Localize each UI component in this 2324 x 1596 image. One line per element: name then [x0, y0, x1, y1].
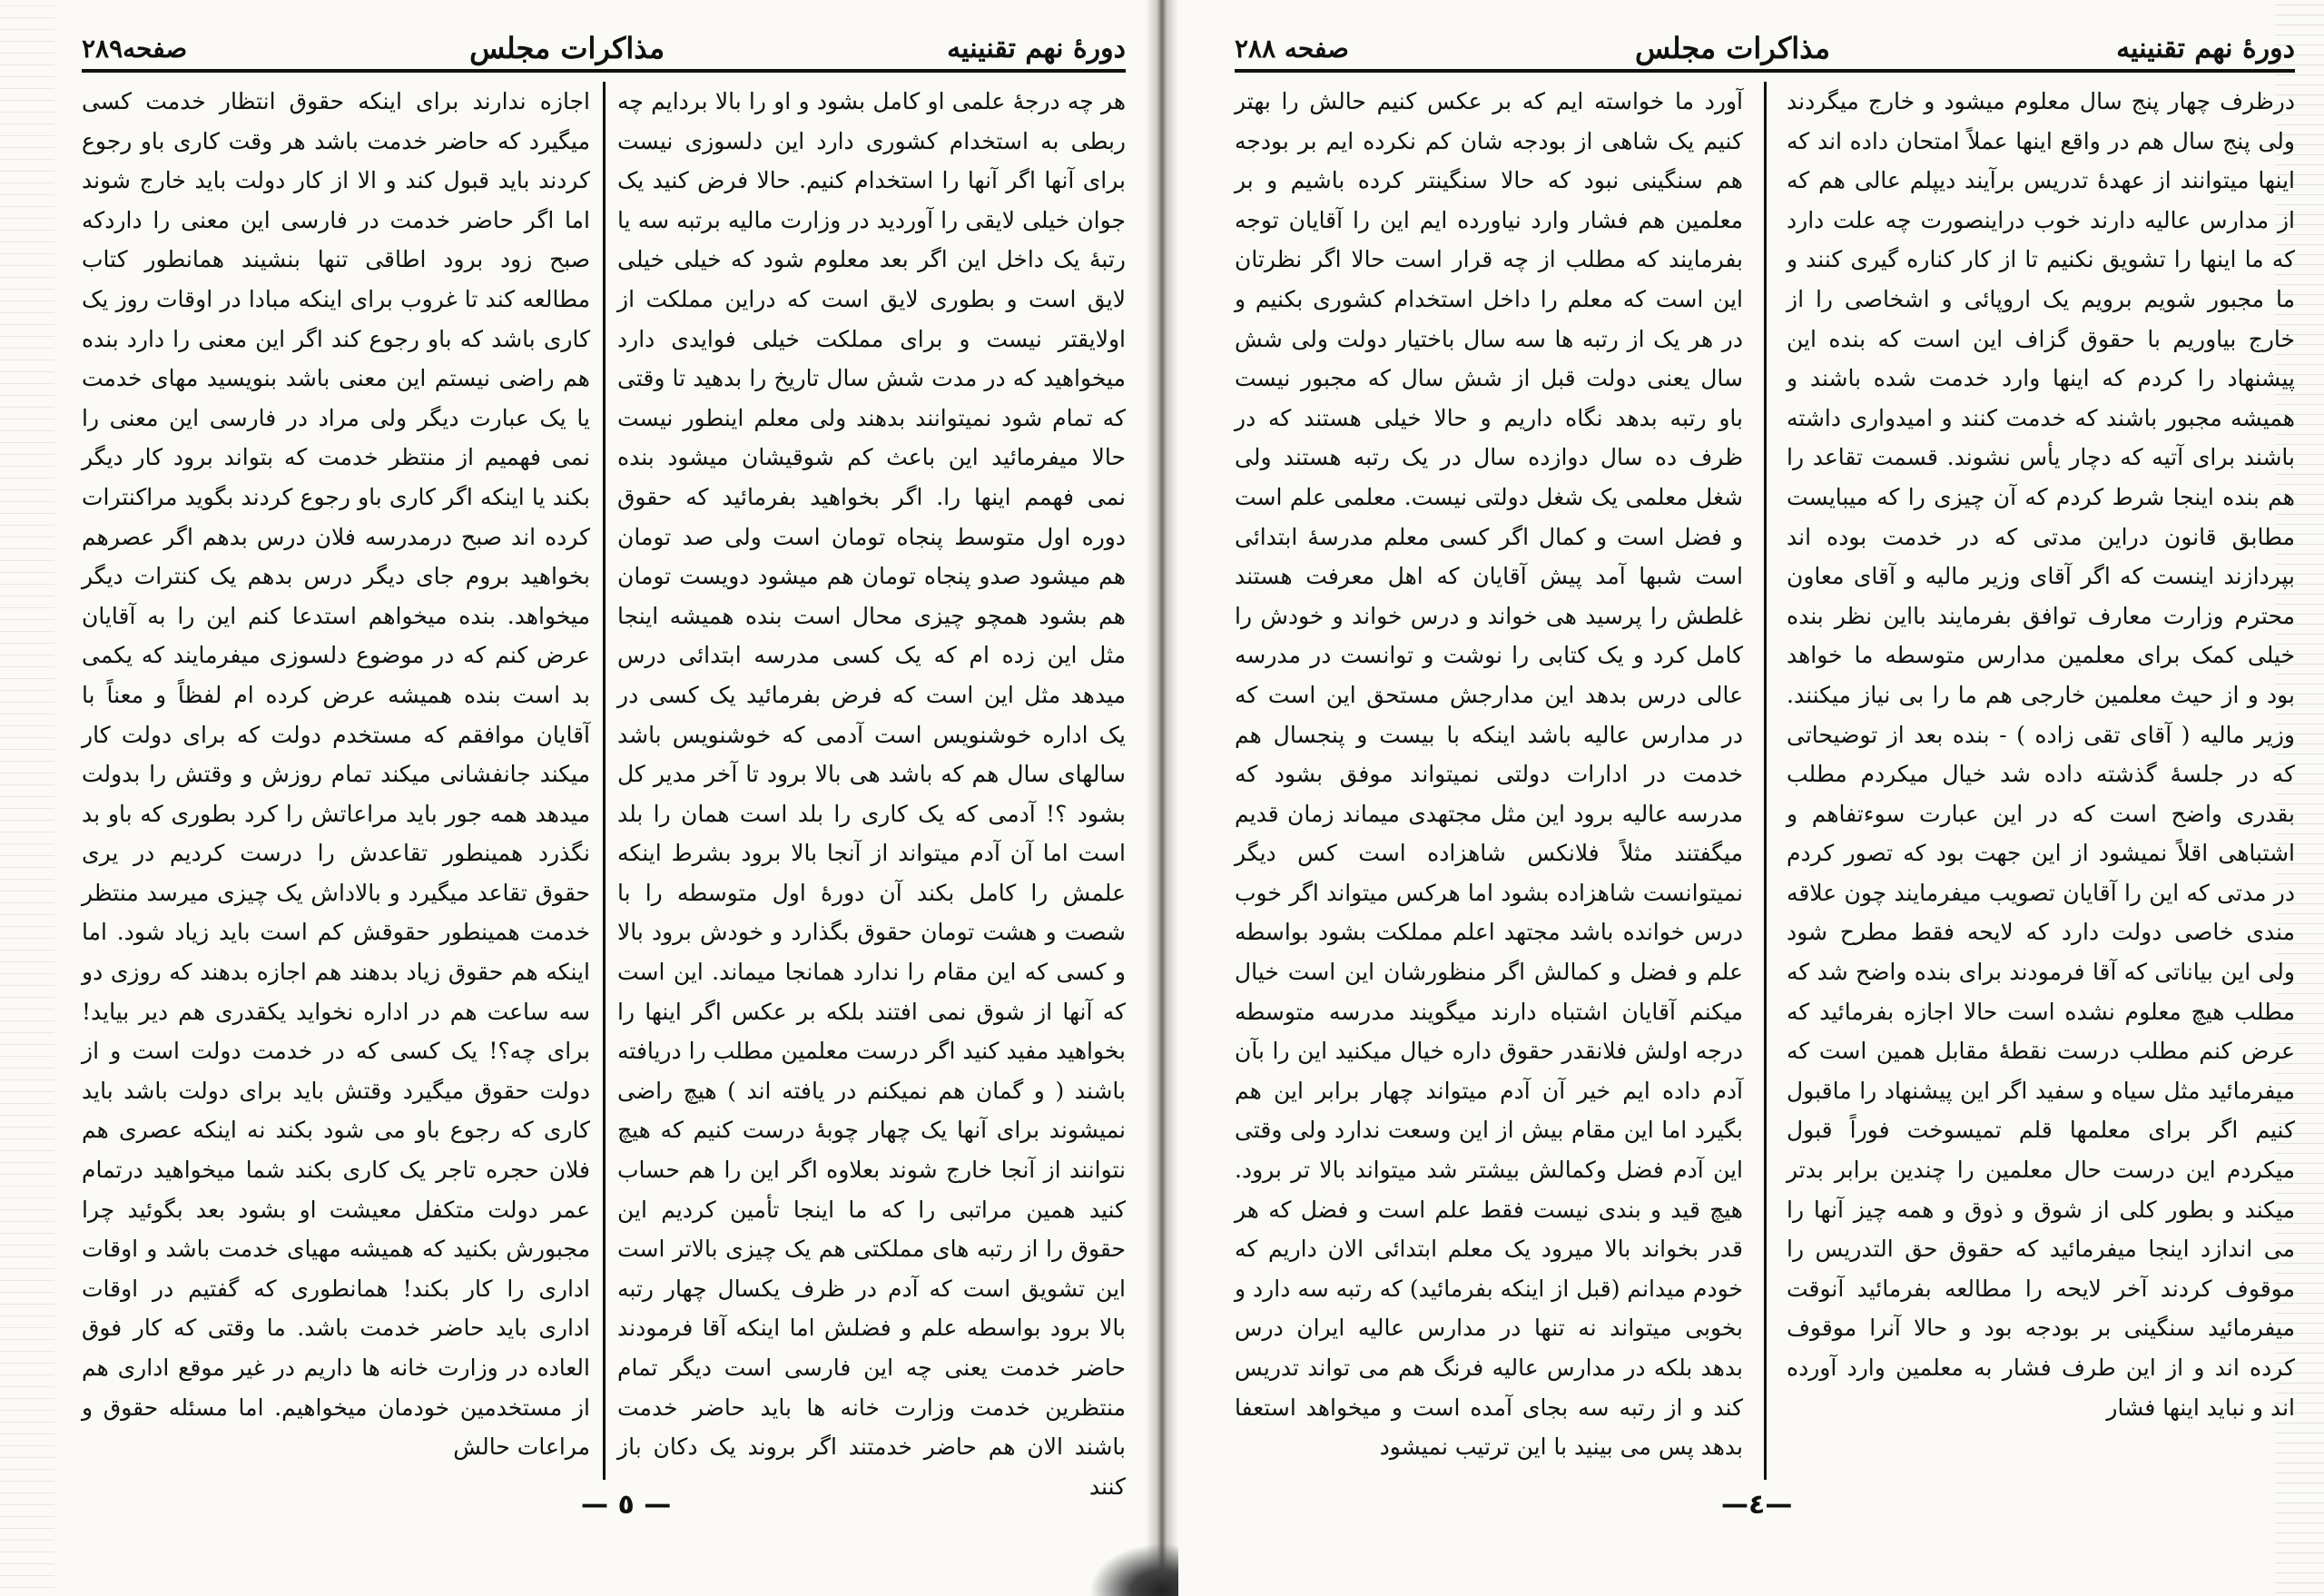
header-page-number: صفحه ۲۸۸ [1235, 33, 1349, 64]
header-title: مذاکرات مجلس [469, 31, 665, 65]
folio-number: —٤— [1721, 1489, 1793, 1521]
text-column-left [82, 82, 590, 1480]
column-divider [1764, 82, 1767, 1480]
left-edge-speckle [0, 0, 54, 1596]
right-page [1178, 0, 2324, 1596]
book-gutter [1146, 0, 1178, 1596]
left-page-columns [82, 82, 1126, 1500]
right-page-header [1235, 27, 2295, 69]
header-session: دورهٔ نهم تقنینیه [2116, 32, 2295, 64]
column-text: آورد ما خواسته ایم که بر عکس کنیم حالش را بهتر کنیم یک شاهی از بودجه شان کم نکرده ایم بر بودجه هم سنگینی نبود که حالا سنگینتر کرده باشیم و بر معلمین هم فشار وارد نیاورده ایم این را آقایان توجه بفرمایند که مطلب از چه قرار است حالا اگر نظرتان این است که معلم را داخل استخدام کشوری بکنیم و در هر یک از رتبه ها سه سال باختیار دولت ولی شش سال یعنی دولت قبل از شش سال که مجبور نیست باو رتبه بدهد نگاه داریم و حالا خیلی هستند که در ظرف ده سال دوازده سال در یک رتبه هستند ولی شغل معلمی یک شغل دولتی نیست. معلمی علم است و فضل است و کمال اگر کسی معلم مدرسهٔ ابتدائی است شبها آمد پیش آقایان که اهل معرفت هستند غلطش را پرسید هی خواند و درس خواند و خودش را کامل کرد و یک کتابی را نوشت و توانست در مدرسه عالی درس بدهد این مدارجش مستحق این است که در مدارس عالیه باشد اینکه با بیست و پنجسال هم خدمت در ادارات دولتی نمیتواند موفق بشود که مدرسه عالیه برود این مثل مجتهدی میماند زمان قدیم میگفتند مثلاً فلانکس شاهزاده است کس دیگر نمیتوانست شاهزاده بشود اما هرکس میتواند اگر خوب درس خوانده باشد مجتهد اعلم مملکت بشود بواسطه علم و فضل و کمالش اگر منظورشان این است خیال میکنم آقایان اشتباه دارند میگویند مدرسه متوسطه درجه اولش فلانقدر حقوق داره خیال میکنید این را بآن آدم داده ایم خیر آن آدم میتواند چهار برابر این هم بگیرد اما این مقام بیش از این وسعت ندارد ولی وقتی این آدم فضل وکمالش بیشتر شد میتواند بالا تر برود. هیچ قید و بندی نیست فقط علم است و فضل که هر قدر بخواند بالا میرود یک معلم ابتدائی الان داریم که خودم میدانم (قبل از اینکه بفرمائید) که رتبه سه دارد و بخوبی میتواند نه تنها در مدارس عالیه ایران درس بدهد بلکه در مدارس عالیه فرنگ هم می تواند تدریس کند و از رتبه سه بجای آمده است و میخواهد استعفا بدهد پس می بینید با این ترتیب نمیشود [1235, 88, 1743, 1461]
text-column-right [617, 82, 1126, 1500]
header-rule [82, 69, 1126, 73]
text-column-left [1235, 82, 1743, 1480]
folio-number: — ٥ — [581, 1489, 672, 1521]
right-page-columns [1235, 82, 2295, 1480]
header-session: دورهٔ نهم تقنینیه [947, 32, 1126, 64]
column-divider [603, 82, 606, 1480]
left-page-header [82, 27, 1126, 69]
header-page-number: صفحه۲۸۹ [82, 33, 188, 64]
column-text: اجازه ندارند برای اینکه حقوق انتظار خدمت کسی میگیرد که حاضر خدمت باشد هر وقت کاری باو رجوع کردند باید قبول کند و الا از کار دولت باید خارج شوند اما اگر حاضر خدمت در فارسی این معنی را داردکه صبح زود برود اطاقی تنها بنشیند همانطور کتاب مطالعه کند تا غروب برای اینکه مبادا در اوقات روز یک کاری باشد که باو رجوع کند اگر این معنی را دارد بنده هم راضی نیستم این معنی باشد بنویسید مهای خدمت یا یک عبارت دیگر ولی مراد در فارسی این معنی را نمی فهمیم از منتظر خدمت که بتواند برود کار دیگر بکند یا اینکه اگر کاری باو رجوع کردند بگوید مراکنترات کرده اند صبح درمدرسه فلان درس بدهم اگر عصرهم بخواهید بروم جای دیگر درس بدهم یک کنترات دیگر میخواهد. بنده میخواهم استدعا کنم این را به آقایان عرض کنم که در موضوع دلسوزی میفرمایند که یکمی بد است بنده همیشه عرض کرده ام لفظاً و معناً با آقایان موافقم که مستخدم دولت که برای دولت کار میکند جانفشانی میکند تمام روزش و وقتش را بدولت میدهد همه جور باید مراعاتش را کرد بطوری که باو بد نگذرد همینطور تقاعدش را درست کردیم در یری حقوق تقاعد میگیرد و بالاداش یک چیزی میرسد منتظر خدمت همینطور حقوقش کم است باید زیاد شود. اما اینکه هم حقوق زیاد بدهند هم اجازه بدهند که روزی دو سه ساعت هم در اداره نخواید یکقدری هم دیر بیاید! برای چه؟! یک کسی که در خدمت دولت است و از دولت حقوق میگیرد وقتش باید برای دولت باشد باید کاری که رجوع باو می شود بکند نه اینکه عصری هم فلان حجره تاجر یک کاری بکند شما میخواهید درتمام عمر دولت متکفل معیشت او بشود بعد بگوئید چرا مجبورش بکنید که همیشه مهیای خدمت باشد و اوقات اداری را کار بکند! همانطوری که گفتیم در اوقات اداری باید حاضر خدمت باشد. ما وقتی که کار فوق العاده در وزارت خانه ها داریم در غیر موقع اداری هم از مستخدمین خودمان میخواهیم. اما مسئله حقوق و مراعات حالش [82, 88, 590, 1461]
left-page [0, 0, 1146, 1596]
text-column-right [1787, 82, 2295, 1480]
column-text: درظرف چهار پنج سال معلوم میشود و خارج میگردند ولی پنج سال هم در واقع اینها عملاً امتحان داده اند که اینها میتوانند از عهدهٔ تدریس برآیند دیپلم عالی هم که از مدارس عالیه دارند خوب دراینصورت چه علت دارد که ما اینها را تشویق نکنیم تا از کار کناره گیری کنند و ما مجبور شویم برویم یک اروپائی و اشخاصی را از خارج بیاوریم با حقوق گزاف این است که بنده این پیشنهاد را کردم که اینها وارد خدمت شده باشند و همیشه مجبور باشند که خدمت کنند و امیدواری داشته باشند برای آتیه که دچار یأس نشوند. قسمت تقاعد را هم بنده اینجا شرط کردم که آن چیزی را که میبایست مطابق قانون دراین مدتی که در خدمت بوده اند بپردازند اینست که اگر آقای وزیر مالیه و آقای معاون محترم وزارت معارف توافق بفرمایند بااین نظر بنده خیلی کمک برای معلمین مدارس متوسطه ما خواهد بود و از حیث معلمین خارجی هم ما را بی نیاز میکنند. وزیر مالیه ( آقای تقی زاده ) - بنده بعد از توضیحاتی که در جلسهٔ گذشته داده شد خیال میکردم مطلب بقدری واضح است که در این عبارت سوءتفاهم و اشتباهی اقلاً نمیشود از این جهت بود که تصور کردم در مدتی که این را آقایان تصویب میفرمایند چون علاقه مندی خاصی دولت دارد که لایحه فقط مطرح شود ولی این بیاناتی که آقا فرمودند برای بنده واضح شد که مطلب هیچ معلوم نشده است حالا اجازه بفرمائید که عرض کنم مطلب درست نقطهٔ مقابل همین است که میفرمائید مثل سیاه و سفید اگر این پیشنهاد را ماقبول کنیم اگر برای معلمها قلم تمیسوخت فوراً قبول میکردم این درست حال معلمین را چندین برابر بدتر میکند و بطور کلی از شوق و ذوق و همه چیز آنها را می اندازد اینجا میفرمائید که حقوق حق التدریس را موقوف کردند آخر لایحه را مطالعه بفرمائید آنوقت میفرمائید سنگینی بر بودجه بود و حالا آنرا موقوف کرده اند و از این طرف فشار به معلمین وارد آورده اند و نباید اینها فشار [1787, 88, 2295, 1421]
column-text: هر چه درجهٔ علمی او کامل بشود و او را بالا بردایم چه ربطی به استخدام کشوری دارد این دلسوزی نیست برای آنها اگر آنها را استخدام کنیم. حالا فرض کنید یک جوان خیلی لایقی را آوردید در وزارت مالیه برتبه سه یا رتبهٔ یک داخل این اگر بعد معلوم شود که خیلی خیلی لایق است و بطوری لایق است که دراین مملکت از اولایقتر نیست و برای مملکت خیلی فوایدی دارد میخواهید که در مدت شش سال تاریخ را بدهید تا وقتی که تمام شود نمیتوانند بدهند ولی معلم اینطور نیست حالا میفرمائید این باعث کم شوقیشان میشود بنده نمی فهمم اینها را. اگر بخواهید بفرمائید که حقوق دوره اول متوسط پنجاه تومان است ولی صد تومان هم میشود صدو پنجاه تومان هم میشود دویست تومان هم بشود همچو چیزی محال است بنده همیشه اینجا مثل این زده ام که یک کسی مدرسه ابتدائی درس میدهد مثل این است که فرض بفرمائید یک کسی در یک اداره خوشنویس است آدمی که خوشنویس باشد سالهای سال هم که باشد هی بالا برود تا آخر مدیر کل بشود ؟! آدمی که یک کاری را بلد است همان را بلد است اما آن آدم میتواند از آنجا بالا برود بشرط اینکه علمش را کامل بکند آن دورهٔ اول متوسطه را با شصت و هشت تومان حقوق بگذارد و خودش برود بالا و کسی که این مقام را ندارد همانجا میماند. این است که آنها از شوق نمی افتند بلکه بر عکس اگر اینها را بخواهید مفید کنید اگر درست معلمین مطلب را دریافته باشند ( و گمان هم نمیکنم در یافته اند ) هیچ راضی نمیشوند برای آنها یک چهار چوبهٔ درست کنیم که هیچ نتوانند از آنجا خارج شوند بعلاوه اگر این را هم حساب کنید همین مراتبی را که ما اینجا تأمین کردیم این حقوق را از رتبه های مملکتی هم یک چیزی بالاتر است این تشویق است که آدم در ظرف یکسال چهار رتبه بالا برود بواسطه علم و فضلش اما اینکه آقا فرمودند حاضر خدمت یعنی چه این فارسی است دیگر تمام منتظرین خدمت وزارت خانه ها باید حاضر خدمت باشند الان هم حاضر خدمتند اگر بروند یک دکان باز کنند [617, 88, 1126, 1500]
header-title: مذاکرات مجلس [1634, 31, 1831, 65]
header-rule [1235, 69, 2295, 73]
